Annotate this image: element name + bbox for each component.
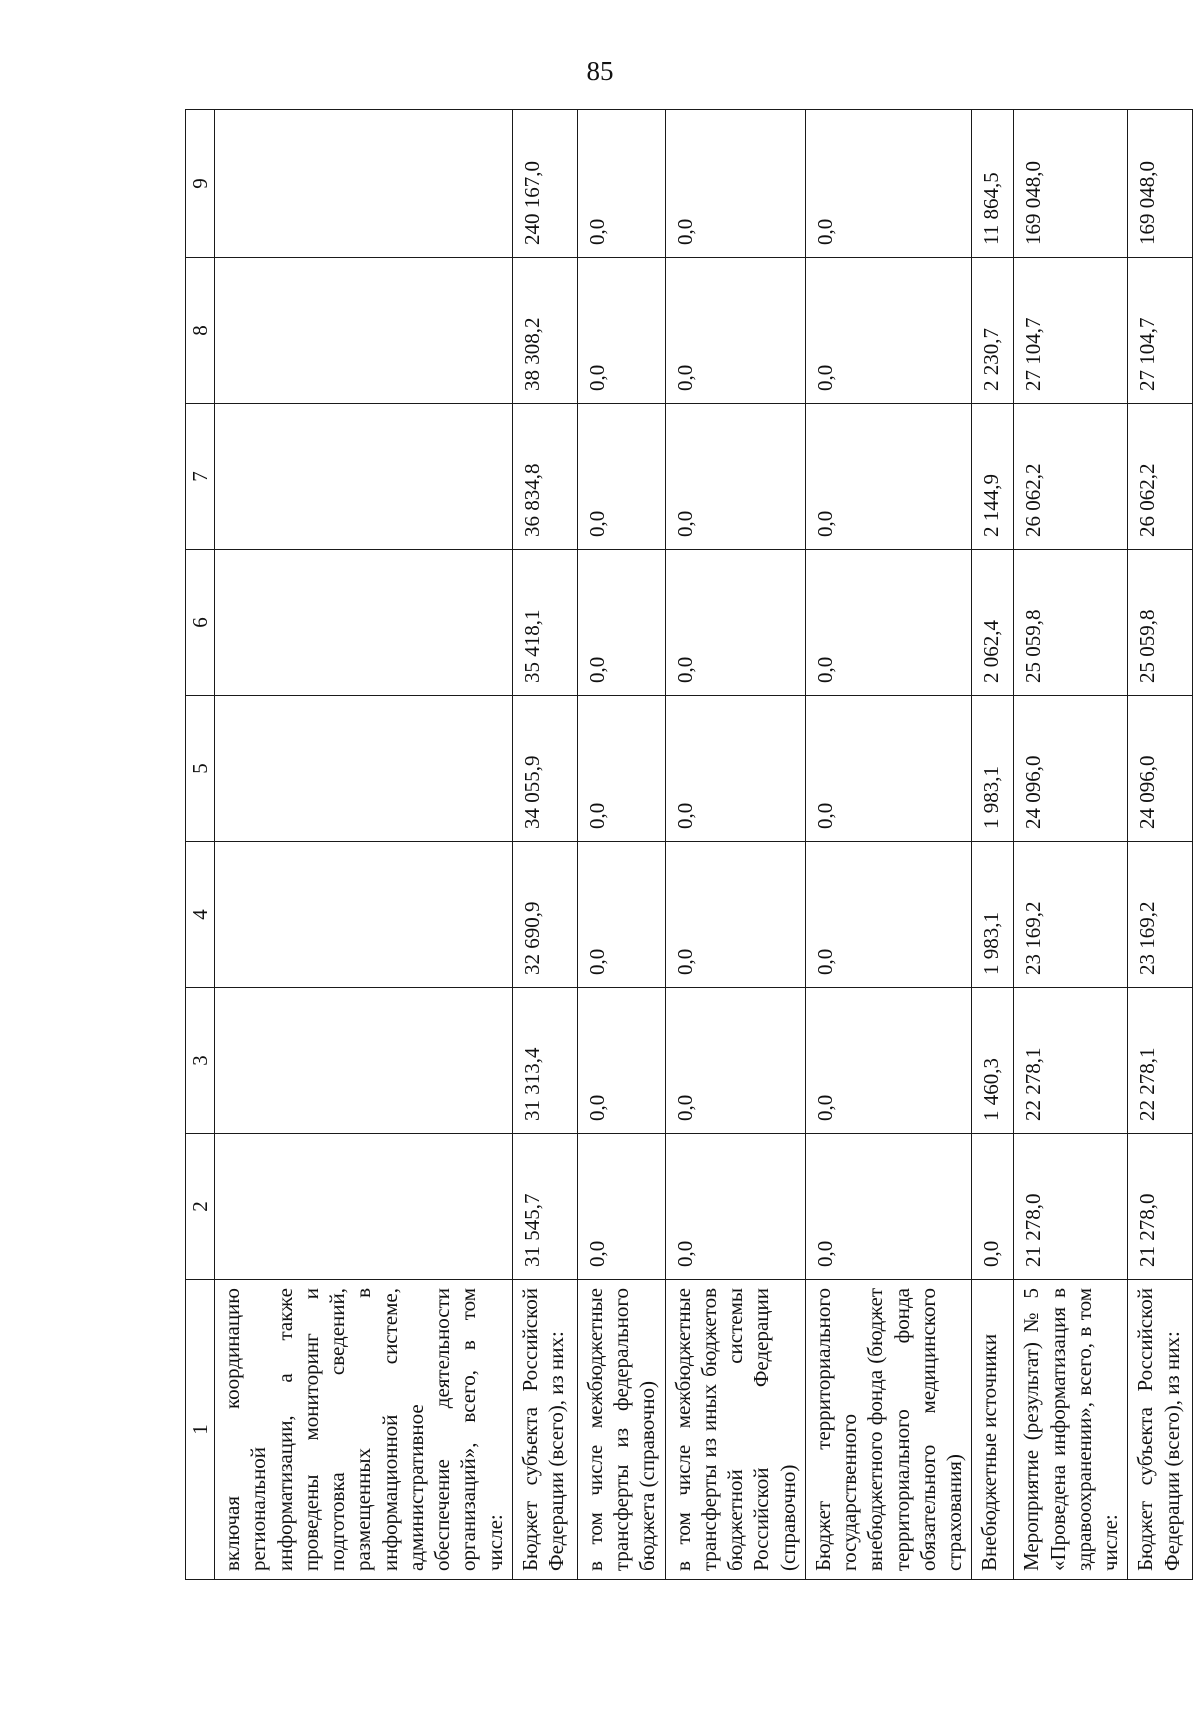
- cell: 27 104,7: [1128, 258, 1193, 404]
- row-label: Бюджет субъекта Российской Федерации (всего), из них:: [1128, 1280, 1193, 1580]
- cell: 0,0: [665, 696, 805, 842]
- cell: 0,0: [577, 696, 665, 842]
- cell: 1 983,1: [972, 696, 1014, 842]
- rotated-table-container: [185, 110, 1184, 1580]
- cell: 0,0: [665, 110, 805, 258]
- cell: [215, 988, 513, 1134]
- table-row: [805, 110, 972, 1580]
- row-label: в том числе межбюджетные трансферты из федерального бюджета (справочно): [577, 1280, 665, 1580]
- row-label: в том числе межбюджетные трансферты из иных бюджетов бюджетной системы Российской Федерации (справочно): [665, 1280, 805, 1580]
- cell: 0,0: [665, 1134, 805, 1280]
- cell: 0,0: [805, 258, 972, 404]
- cell: 21 278,0: [1128, 1134, 1193, 1280]
- cell: 0,0: [805, 696, 972, 842]
- cell: 0,0: [665, 842, 805, 988]
- cell: 0,0: [805, 110, 972, 258]
- cell: 38 308,2: [512, 258, 577, 404]
- cell: 22 278,1: [1014, 988, 1128, 1134]
- cell: 21 278,0: [1014, 1134, 1128, 1280]
- cell: 0,0: [805, 988, 972, 1134]
- cell: 0,0: [577, 550, 665, 696]
- cell: 0,0: [805, 550, 972, 696]
- table-row: [1014, 110, 1128, 1580]
- column-header: 8: [186, 258, 215, 404]
- cell: 1 460,3: [972, 988, 1014, 1134]
- row-label: включая координацию региональной информатизации, а также проведены мониторинг и подготовка сведений, размещенных в информационной системе, административное обеспечение деятельности организаций», всего, в том числе:: [215, 1280, 513, 1580]
- cell: 36 834,8: [512, 404, 577, 550]
- cell: 0,0: [805, 1134, 972, 1280]
- cell: 2 144,9: [972, 404, 1014, 550]
- cell: [215, 1134, 513, 1280]
- cell: 22 278,1: [1128, 988, 1193, 1134]
- table-row: [1128, 110, 1193, 1580]
- table-row: [577, 110, 665, 1580]
- table-row: [972, 110, 1014, 1580]
- cell: 169 048,0: [1014, 110, 1128, 258]
- cell: 0,0: [805, 404, 972, 550]
- cell: 24 096,0: [1014, 696, 1128, 842]
- cell: [215, 550, 513, 696]
- cell: 0,0: [577, 404, 665, 550]
- cell: 24 096,0: [1128, 696, 1193, 842]
- cell: [215, 110, 513, 258]
- row-label: Мероприятие (результат) № 5 «Проведена информатизация в здравоохранении», всего, в том числе:: [1014, 1280, 1128, 1580]
- column-header: 7: [186, 404, 215, 550]
- cell: [215, 258, 513, 404]
- cell: 11 864,5: [972, 110, 1014, 258]
- cell: 23 169,2: [1014, 842, 1128, 988]
- cell: 27 104,7: [1014, 258, 1128, 404]
- column-header: 1: [186, 1280, 215, 1580]
- cell: 31 545,7: [512, 1134, 577, 1280]
- column-header: 5: [186, 696, 215, 842]
- cell: 0,0: [665, 404, 805, 550]
- cell: [215, 696, 513, 842]
- cell: [215, 404, 513, 550]
- cell: 0,0: [577, 988, 665, 1134]
- cell: 0,0: [665, 550, 805, 696]
- cell: 2 062,4: [972, 550, 1014, 696]
- cell: 34 055,9: [512, 696, 577, 842]
- table-header-row: [186, 110, 215, 1580]
- cell: 0,0: [972, 1134, 1014, 1280]
- cell: 35 418,1: [512, 550, 577, 696]
- cell: 25 059,8: [1014, 550, 1128, 696]
- cell: 31 313,4: [512, 988, 577, 1134]
- table-row: [512, 110, 577, 1580]
- cell: 0,0: [665, 988, 805, 1134]
- row-label: Бюджет территориального государственного внебюджетного фонда (бюджет территориального фонда обязательного медицинского страхования): [805, 1280, 972, 1580]
- cell: 25 059,8: [1128, 550, 1193, 696]
- column-header: 4: [186, 842, 215, 988]
- row-label: Внебюджетные источники: [972, 1280, 1014, 1580]
- cell: 23 169,2: [1128, 842, 1193, 988]
- cell: 1 983,1: [972, 842, 1014, 988]
- table-row: [215, 110, 513, 1580]
- cell: 0,0: [577, 842, 665, 988]
- table-row: [665, 110, 805, 1580]
- cell: 26 062,2: [1014, 404, 1128, 550]
- cell: 2 230,7: [972, 258, 1014, 404]
- cell: 0,0: [577, 110, 665, 258]
- cell: 32 690,9: [512, 842, 577, 988]
- column-header: 2: [186, 1134, 215, 1280]
- column-header: 3: [186, 988, 215, 1134]
- cell: 0,0: [805, 842, 972, 988]
- page-number: 85: [586, 56, 614, 86]
- cell: 0,0: [577, 258, 665, 404]
- row-label: Бюджет субъекта Российской Федерации (всего), из них:: [512, 1280, 577, 1580]
- cell: 240 167,0: [512, 110, 577, 258]
- column-header: 9: [186, 110, 215, 258]
- cell: 0,0: [577, 1134, 665, 1280]
- cell: 169 048,0: [1128, 110, 1193, 258]
- cell: 0,0: [665, 258, 805, 404]
- column-header: 6: [186, 550, 215, 696]
- budget-table: [185, 109, 1193, 1580]
- cell: 26 062,2: [1128, 404, 1193, 550]
- cell: [215, 842, 513, 988]
